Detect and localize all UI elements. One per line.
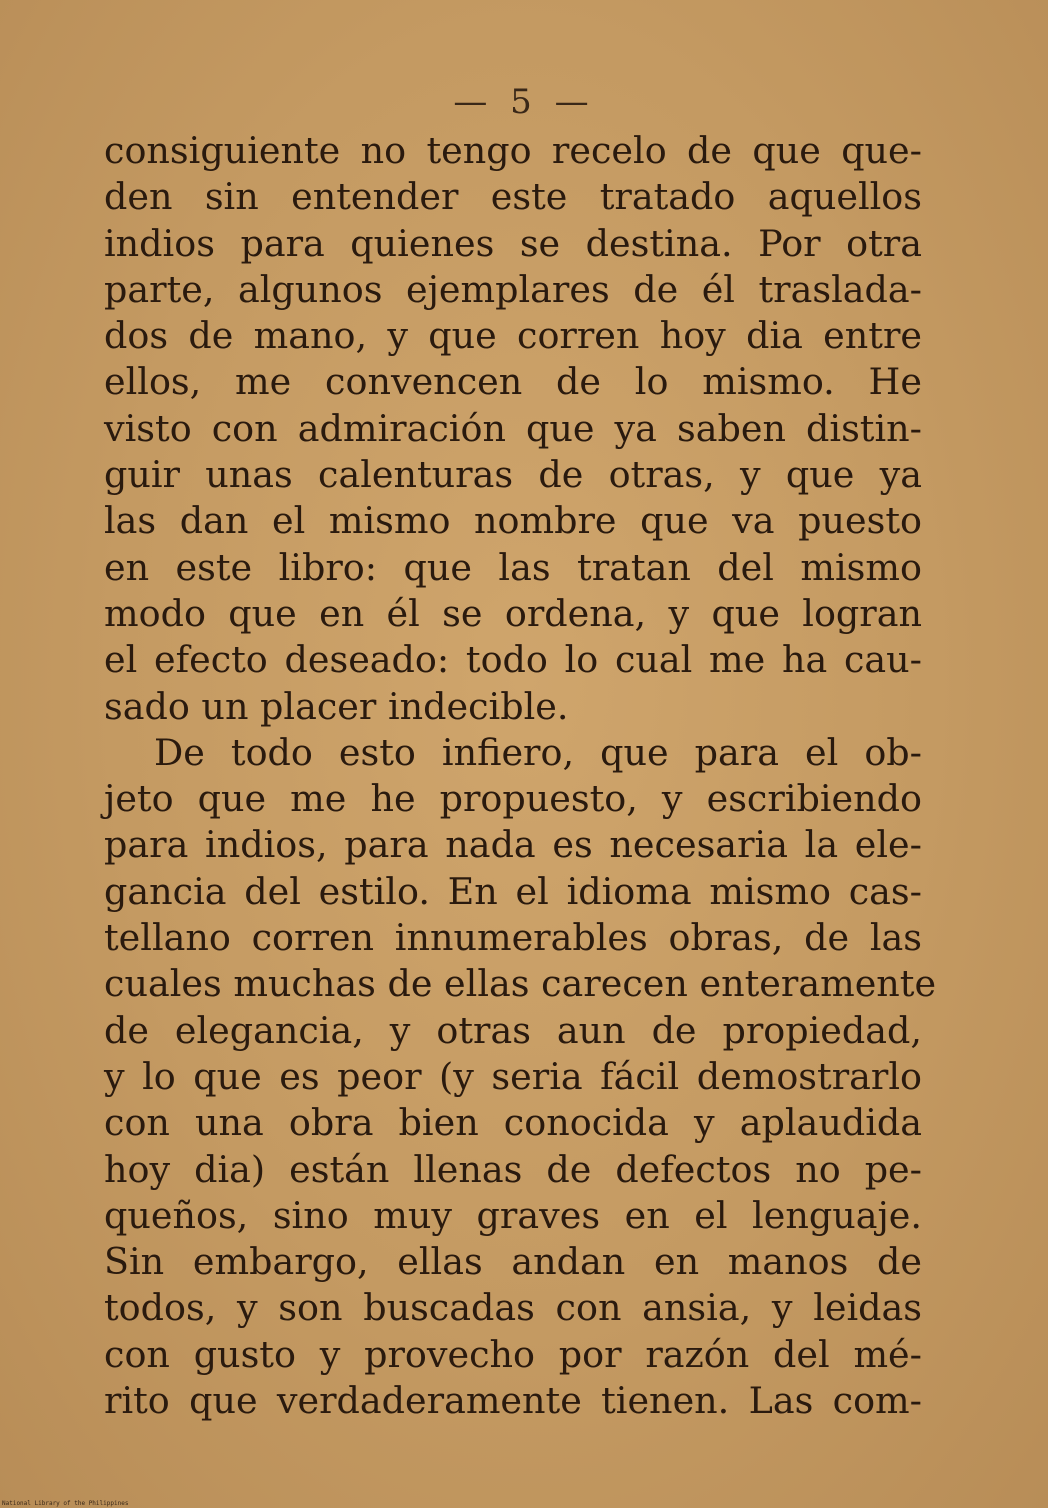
text-line: Sin embargo, ellas andan en manos de <box>104 1240 922 1284</box>
text-line: en este libro: que las tratan del mismo <box>104 545 922 589</box>
text-line: guir unas calenturas de otras, y que ya <box>104 453 922 497</box>
page-number: — 5 — <box>453 82 595 122</box>
text-line: tellano corren innumerables obras, de las <box>104 916 922 960</box>
text-line: visto con admiración que ya saben distin- <box>104 406 922 450</box>
text-line: den sin entender este tratado aquellos <box>104 175 922 219</box>
text-line: consiguiente no tengo recelo de que que- <box>104 129 922 172</box>
text-line: hoy dia) están llenas de defectos no pe- <box>104 1147 922 1191</box>
text-line: y lo que es peor (y seria fácil demostrarlo <box>104 1054 922 1098</box>
text-line: dos de mano, y que corren hoy dia entre <box>104 314 922 358</box>
paragraph-start-line: De todo esto infiero, que para el ob- <box>154 730 922 774</box>
text-line: indios para quienes se destina. Por otra <box>104 221 922 265</box>
text-line: de elegancia, y otras aun de propiedad, <box>104 1008 922 1052</box>
text-line: con gusto y provecho por razón del mé- <box>104 1332 922 1376</box>
text-line: rito que verdaderamente tienen. Las com- <box>104 1379 922 1423</box>
text-line: las dan el mismo nombre que va puesto <box>104 499 922 543</box>
text-line: el efecto deseado: todo lo cual me ha cau- <box>104 638 922 682</box>
text-line: cuales muchas de ellas carecen enteramente <box>104 962 937 1006</box>
body-text <box>104 128 937 1424</box>
text-line: parte, algunos ejemplares de él traslada- <box>104 267 922 311</box>
text-line: queños, sino muy graves en el lenguaje. <box>104 1193 922 1237</box>
text-line: con una obra bien conocida y aplaudida <box>104 1101 922 1145</box>
text-line: ellos, me convencen de lo mismo. He <box>104 360 922 404</box>
text-line: jeto que me he propuesto, y escribiendo <box>104 777 922 821</box>
text-line: modo que en él se ordena, y que logran <box>104 591 922 635</box>
text-line: todos, y son buscadas con ansia, y leidas <box>104 1286 922 1330</box>
paragraph-end-line: sado un placer indecible. <box>104 684 569 728</box>
library-credit: National Library of the Philippines <box>2 1500 129 1507</box>
text-line: para indios, para nada es necesaria la ele- <box>104 823 922 867</box>
text-line: gancia del estilo. En el idioma mismo cas- <box>104 869 922 913</box>
